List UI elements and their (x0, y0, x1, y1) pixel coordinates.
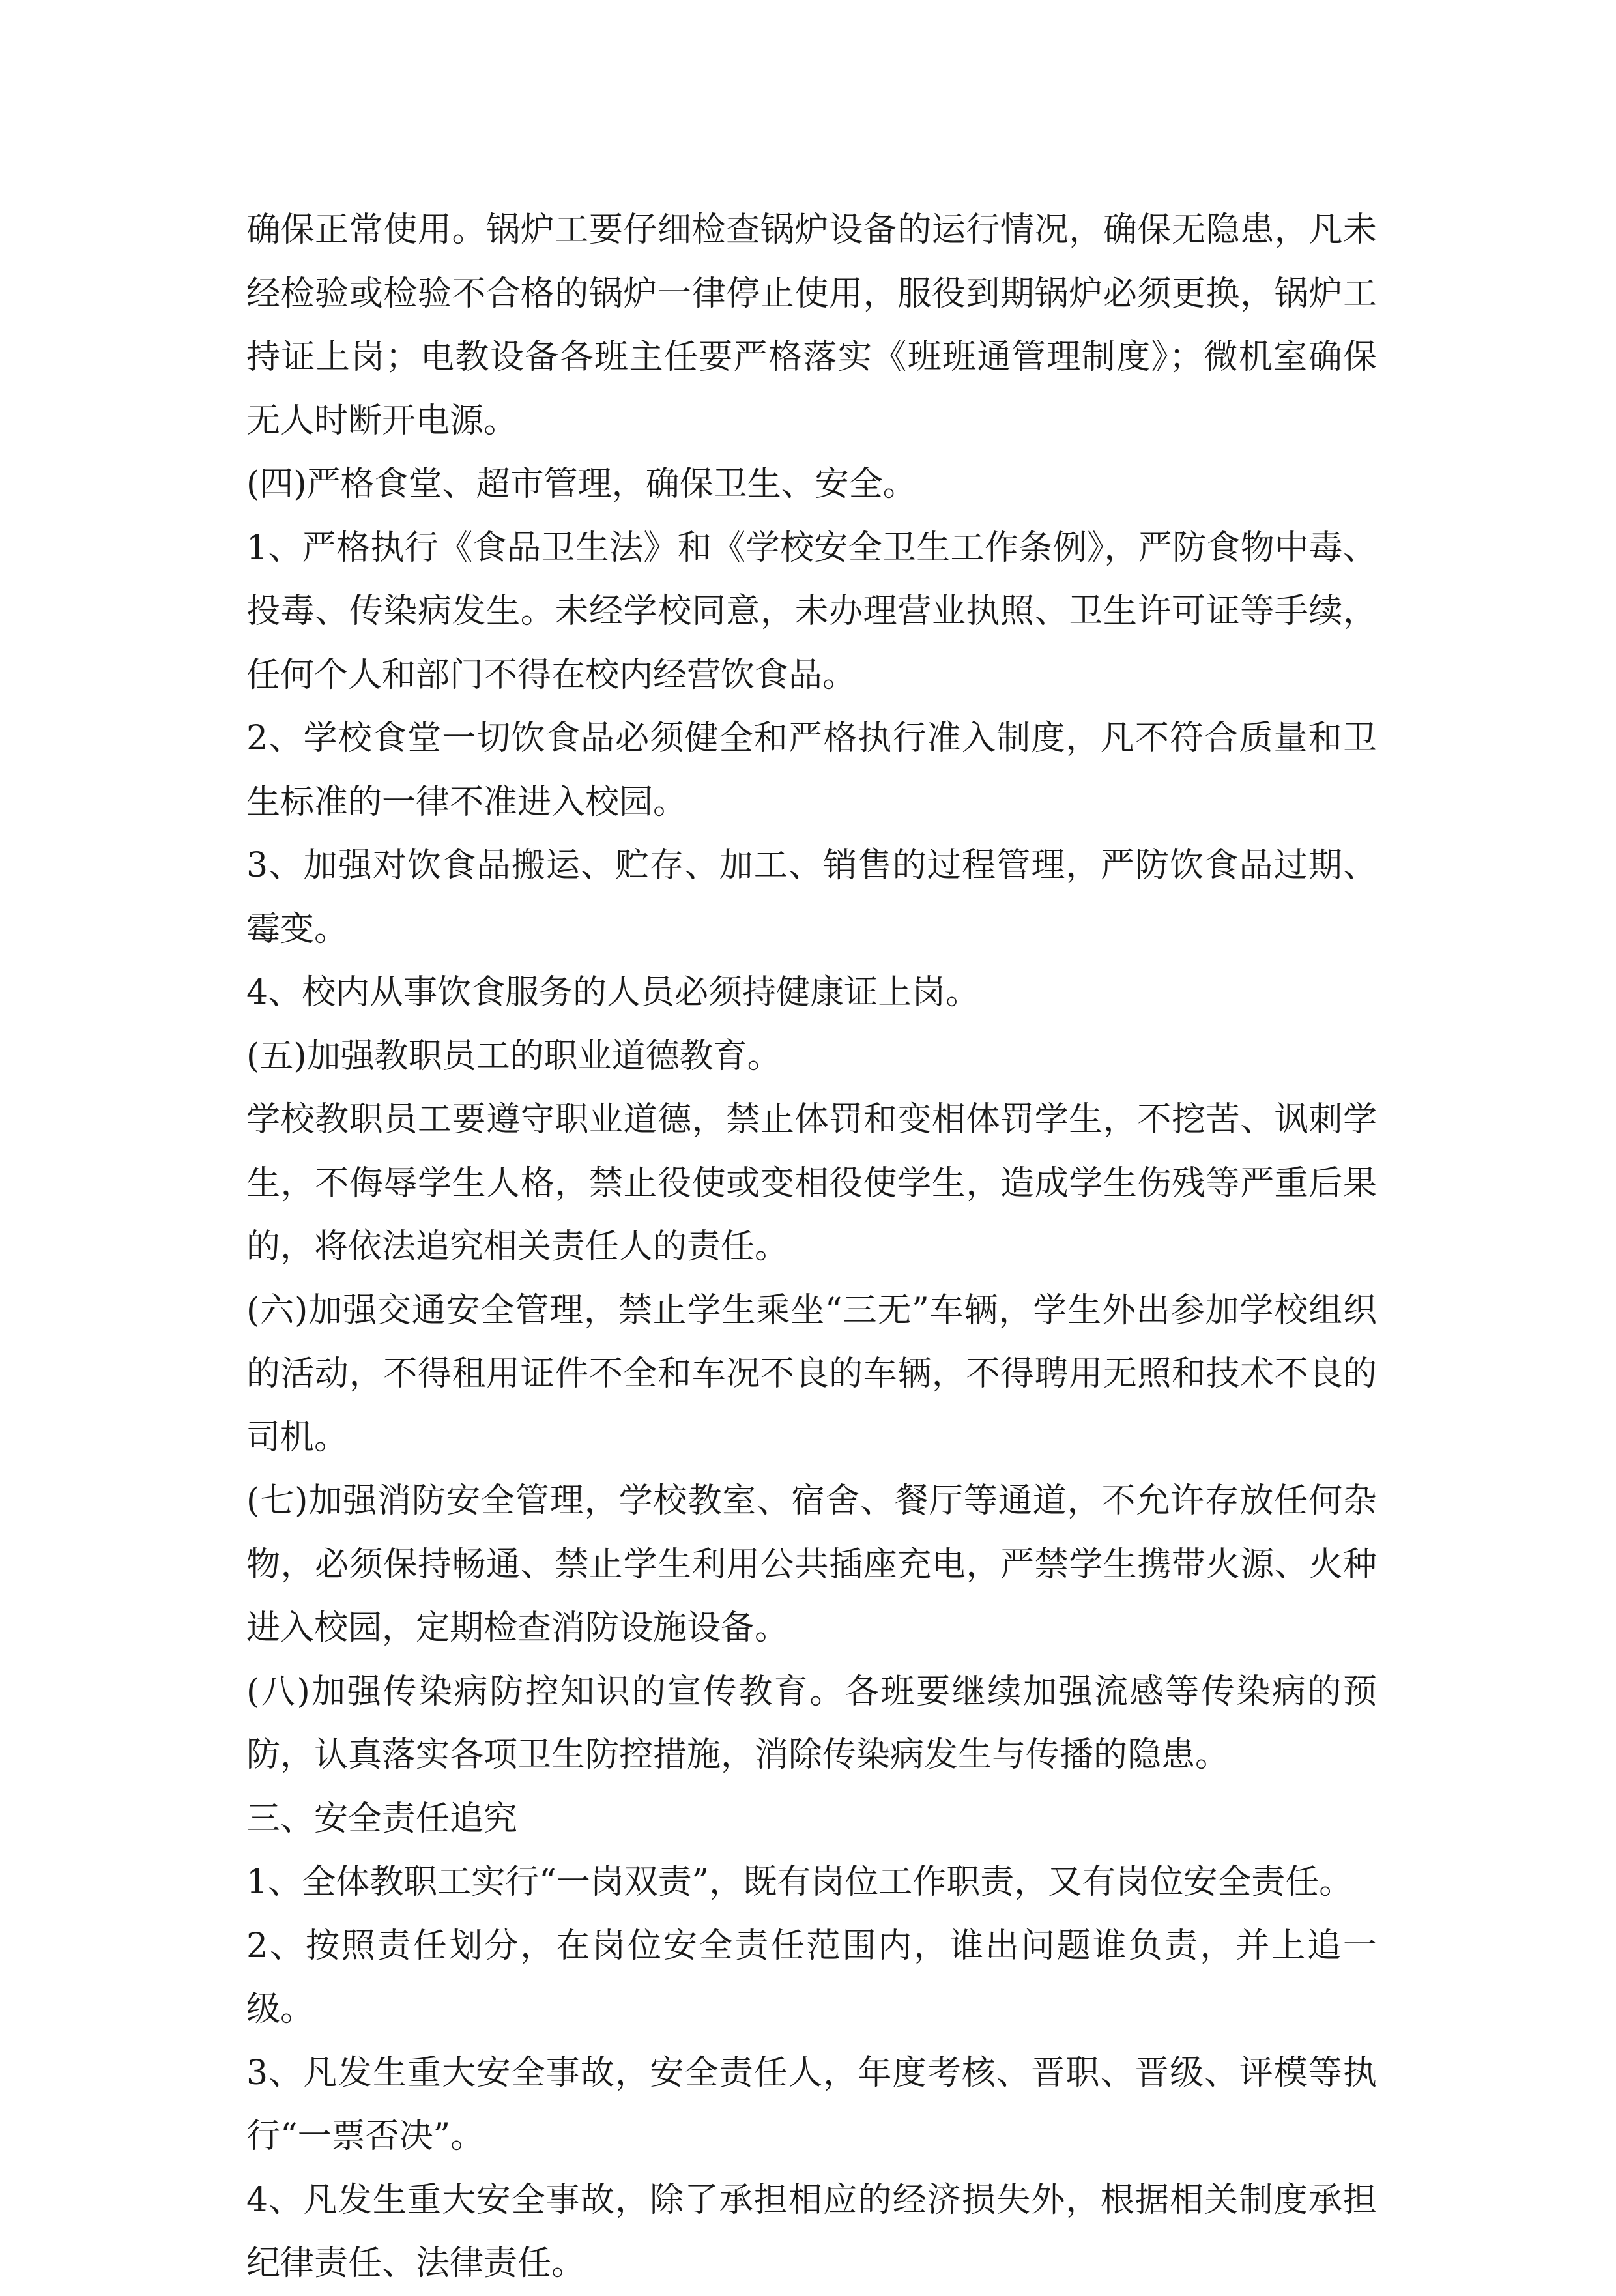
heading-canteen-supermarket: (四)严格食堂、超市管理，确保卫生、安全。 (246, 465, 917, 504)
paragraph-fire-safety: (七)加强消防安全管理，学校教室、宿舍、餐厅等通道，不允许存放任何杂物，必须保持畅通、禁止学生利用公共插座充电，严禁学生携带火源、火种进入校园，定期检查消防设施设备。 (246, 1481, 1377, 1648)
paragraph-food-hygiene-law: 1、严格执行《食品卫生法》和《学校安全卫生工作条例》，严防食物中毒、投毒、传染病发生。未经学校同意，未办理营业执照、卫生许可证等手续，任何个人和部门不得在校内经营饮食品。 (246, 528, 1377, 695)
paragraph-staff-ethics: 学校教职员工要遵守职业道德，禁止体罚和变相体罚学生，不挖苦、讽刺学生，不侮辱学生人格，禁止役使或变相役使学生，造成学生伤残等严重后果的，将依法追究相关责任人的责任。 (246, 1100, 1377, 1266)
paragraph-responsibility-scope: 2、按照责任划分，在岗位安全责任范围内，谁出问题谁负责，并上追一级。 (246, 1926, 1377, 2029)
paragraph-traffic-safety: (六)加强交通安全管理，禁止学生乘坐“三无”车辆，学生外出参加学校组织的活动，不得租用证件不全和车况不良的车辆，不得聘用无照和技术不良的司机。 (246, 1290, 1377, 1457)
heading-professional-ethics: (五)加强教职员工的职业道德教育。 (246, 1036, 781, 1076)
paragraph-boiler-electrical: 确保正常使用。锅炉工要仔细检查锅炉设备的运行情况，确保无隐患，凡未经检验或检验不合格的锅炉一律停止使用，服役到期锅炉必须更换，锅炉工持证上岗；电教设备各班主任要严格落实《班班通管理制度》；微机室确保无人时断开电源。 (246, 211, 1377, 441)
paragraph-infectious-disease: (八)加强传染病防控知识的宣传教育。各班要继续加强流感等传染病的预防，认真落实各项卫生防控措施，消除传染病发生与传播的隐患。 (246, 1672, 1377, 1775)
paragraph-legal-liability: 4、凡发生重大安全事故，除了承担相应的经济损失外，根据相关制度承担纪律责任、法律责任。 (246, 2180, 1377, 2283)
paragraph-health-certificate: 4、校内从事饮食服务的人员必须持健康证上岗。 (246, 973, 980, 1012)
heading-accountability: 三、安全责任追究 (246, 1799, 518, 1838)
paragraph-food-process: 3、加强对饮食品搬运、贮存、加工、销售的过程管理，严防饮食品过期、霉变。 (246, 846, 1377, 949)
paragraph-one-vote-veto: 3、凡发生重大安全事故，安全责任人，年度考核、晋职、晋级、评模等执行“一票否决”。 (246, 2053, 1377, 2156)
paragraph-dual-responsibility: 1、全体教职工实行“一岗双责”，既有岗位工作职责，又有岗位安全责任。 (246, 1863, 1353, 1902)
paragraph-canteen-access: 2、学校食堂一切饮食品必须健全和严格执行准入制度，凡不符合质量和卫生标准的一律不准进入校园。 (246, 719, 1377, 822)
document-body (246, 199, 1377, 2296)
